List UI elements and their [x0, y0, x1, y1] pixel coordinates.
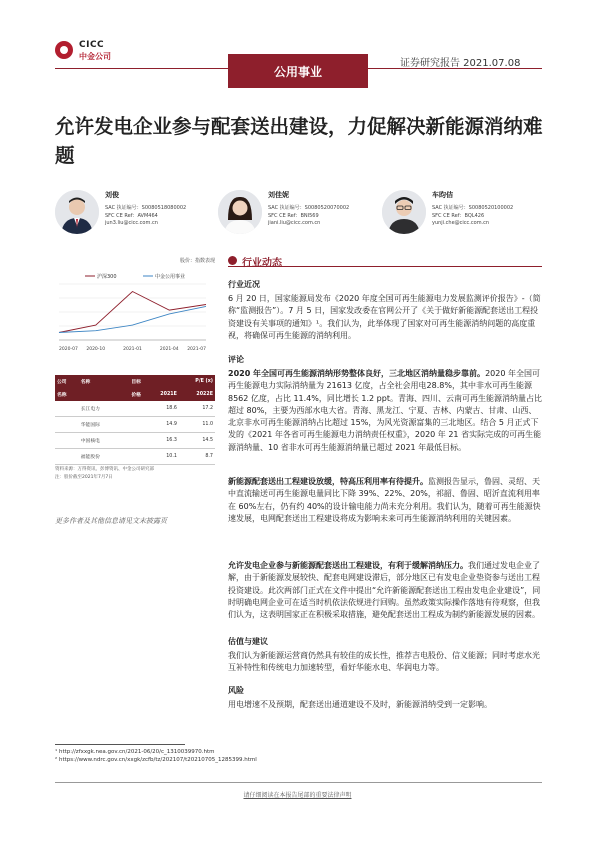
x-tick-label: 2021-04: [159, 347, 179, 352]
author-email[interactable]: yunji.che@cicc.com.cn: [432, 220, 490, 226]
table-cell: [119, 433, 143, 449]
subheading-recent: 行业近况: [228, 280, 260, 289]
paragraph-review-lead: 2020 年全国可再生能源消纳形势整体良好，三北地区消纳量稳步靠前。: [228, 369, 486, 378]
table-subheader-row: [55, 388, 215, 401]
paragraph-risk: 用电增速不及预期，配套送出通道建设不及时，新能源消纳受到一定影响。: [228, 700, 492, 709]
table-cell: [119, 449, 143, 465]
paragraph-allow-body: 我们通过发电企业了解，由于新能源发展较快、配套电网建设滞后，部分地区已有发电企业垫资参与送出工程投资建设。此次两部门正式在文件中提出“允许新能源配套送出工程由发电企业建设”，同时明确电网企业可在适当时机依法依规进行回购。虽然政策实际操作落地有待观察，但我们认为，这表明国家正在积极采取措施，避免配套送出工程成为制约新能源发展的因素。: [228, 561, 541, 620]
valuation-table: [55, 375, 215, 465]
section-bullet-icon: [228, 256, 237, 265]
table-cell: 中国核电: [79, 433, 119, 449]
x-tick-label: 2020-07: [59, 347, 78, 352]
table-cell: 华能国际: [79, 417, 119, 433]
table-subheader: 价格: [119, 388, 143, 401]
avatar: [382, 190, 426, 234]
author-name: 刘俊: [105, 191, 119, 199]
subheading-review: 评论: [228, 355, 244, 364]
author-photo-icon: [218, 190, 262, 234]
series-line-2: [59, 306, 206, 332]
table-header: 目标: [119, 375, 143, 388]
cicc-logo-icon: [55, 41, 73, 59]
author-photo-icon: [382, 190, 426, 234]
report-date: 证券研究报告 2021.07.08: [400, 58, 521, 69]
table-cell: 14.9: [143, 417, 179, 433]
table-header: 名称: [79, 375, 119, 388]
avatar: [218, 190, 262, 234]
author-name: 刘佳妮: [268, 191, 289, 199]
table-cell: 长江电力: [79, 401, 119, 417]
legal-notice-link[interactable]: 请仔细阅读在本报告尾部的重要法律声明: [243, 792, 352, 799]
paragraph-valuation: 我们认为新能源运营商仍然具有较佳的成长性，推荐吉电股份、信义能源；同时考虑水光互补特性和传统电力加速转型，看好华能水电、华润电力等。: [228, 651, 540, 673]
author-sfc: SFC CE Ref：AVM464: [105, 213, 158, 219]
author-sfc: SFC CE Ref：BNI569: [268, 213, 319, 219]
paragraph-review-body: 2020 年全国可再生能源电力实际消纳量为 21613 亿度，占全社会用电28.8%，其中非水可再生能源 8562 亿度，占比 11.4%，同比增长 1.2 ppt。青海、四川、云南可再生能源消纳量占比超过 80%，主要为西部水电大省。青海、黑龙江、宁夏、吉林、内蒙古、甘肃、山西、北京非水可再生能源消纳占比超过 15%，为风光资源富集的三北地区。结合 5 月正式下发的《2021 年各省可再生能源电力消纳责任权重》，2020 年 21 省实际完成的可再生能源消纳量、10 省非水可再生能源消纳量已超过 2021 年最低目标。: [228, 369, 542, 452]
author-photo-icon: [55, 190, 99, 234]
table-row: [55, 417, 215, 433]
sector-banner: 公用事业: [228, 54, 368, 88]
logo-text-cn: 中金公司: [79, 52, 111, 61]
author-sac: SAC 执证编号：S0080520070002: [268, 205, 350, 211]
section-title: 行业动态: [242, 258, 282, 269]
table-cell: 18.6: [143, 401, 179, 417]
legend-label: 中金公用事业: [155, 274, 186, 280]
more-info-note: 更多作者及其他信息请见文末披露页: [55, 517, 167, 525]
paragraph-allow-lead: 允许发电企业参与新能源配套送出工程建设，有利于缓解消纳压力。: [228, 561, 468, 570]
table-header: P/E (x): [143, 375, 215, 388]
cicc-logo: [55, 38, 135, 68]
table-subheader: 2021E: [143, 388, 179, 401]
logo-text-en: CICC: [79, 40, 105, 50]
table-subheader: 名称: [55, 388, 79, 401]
table-cell: 11.0: [179, 417, 215, 433]
table-cell: [119, 417, 143, 433]
table-subheader: 2022E: [179, 388, 215, 401]
table-cell: 14.5: [179, 433, 215, 449]
section-rule: [228, 266, 542, 267]
chart-title: 股价：指数表现: [180, 258, 216, 264]
legend-label: 沪深300: [97, 274, 117, 280]
paragraph-review: [228, 368, 544, 454]
author-email[interactable]: jiani.liu@cicc.com.cn: [268, 220, 321, 226]
avatar: [55, 190, 99, 234]
table-cell: [55, 401, 79, 417]
report-title: 允许发电企业参与配套送出建设，力促解决新能源消纳难题: [55, 115, 543, 167]
table-cell: [55, 433, 79, 449]
table-cell: [55, 449, 79, 465]
author-name: 车昀佶: [432, 191, 453, 199]
author-card: [55, 190, 215, 240]
table-source-note: 资料来源：万得资讯、彭博资讯、中金公司研究部: [55, 467, 154, 472]
paragraph-transmission-lead: 新能源配套送出工程建设放缓，特高压利用率有待提升。: [228, 477, 428, 486]
paragraph-allow: [228, 560, 544, 621]
table-cell: 福能股份: [79, 449, 119, 465]
table-row: [55, 401, 215, 417]
x-tick-label: 2021-07: [187, 347, 206, 352]
subheading-valuation: 估值与建议: [228, 637, 268, 646]
table-cell: 10.1: [143, 449, 179, 465]
subheading-risk: 风险: [228, 686, 244, 695]
table-row: [55, 433, 215, 449]
paragraph-recent: 6 月 20 日，国家能源局发布《2020 年度全国可再生能源电力发展监测评价报告》-（简称“监测报告”）。7 月 5 日，国家发改委在官网公开了《关于做好新能源配套送出工程投资建设有关事项的通知》¹。我们认为，此举体现了国家对可再生能源消纳问题的高度重视，将确保可再生能源的消纳利用。: [228, 294, 541, 340]
table-header-row: [55, 375, 215, 388]
table-header: 公司: [55, 375, 79, 388]
table-cell: [119, 401, 143, 417]
paragraph-transmission: [228, 476, 544, 525]
paragraph-transmission-body: 监测报告显示，鲁固、灵绍、天中直流输送可再生能源电量同比下降 39%、22%、20%，祁韶、鲁固、昭沂直流利用率在 60%左右，仍有约 40%的设计输电能力尚未充分利用。我们认为，随着可再生能源快速发展，电网配套送出工程建设将成为影响未来可再生能源消纳利用的关键因素。: [228, 477, 541, 523]
author-card: [382, 190, 542, 240]
author-email[interactable]: jun3.liu@cicc.com.cn: [105, 220, 158, 226]
table-cell: [55, 417, 79, 433]
footnote-rule: [55, 744, 185, 745]
table-price-note: 注：股价截至2021年7月7日: [55, 475, 113, 480]
index-performance-chart: [55, 268, 210, 358]
table-cell: 8.7: [179, 449, 215, 465]
author-sfc: SFC CE Ref：BQL426: [432, 213, 485, 219]
footer-rule: [55, 782, 542, 783]
table-row: [55, 449, 215, 465]
table-subheader: [79, 388, 119, 401]
x-tick-label: 2020-10: [86, 347, 106, 352]
author-sac: SAC 执证编号：S0080518080002: [105, 205, 187, 211]
table-cell: 17.2: [179, 401, 215, 417]
x-tick-label: 2021-01: [123, 347, 142, 352]
author-sac: SAC 执证编号：S0080520100002: [432, 205, 514, 211]
table-cell: 16.3: [143, 433, 179, 449]
footnote[interactable]: ² https://www.ndrc.gov.cn/xxgk/zcfb/tz/202107/t20210705_1285399.html: [55, 757, 257, 763]
footnote[interactable]: ¹ http://zfxxgk.nea.gov.cn/2021-06/20/c_1310039970.htm: [55, 749, 215, 755]
author-card: [218, 190, 378, 240]
